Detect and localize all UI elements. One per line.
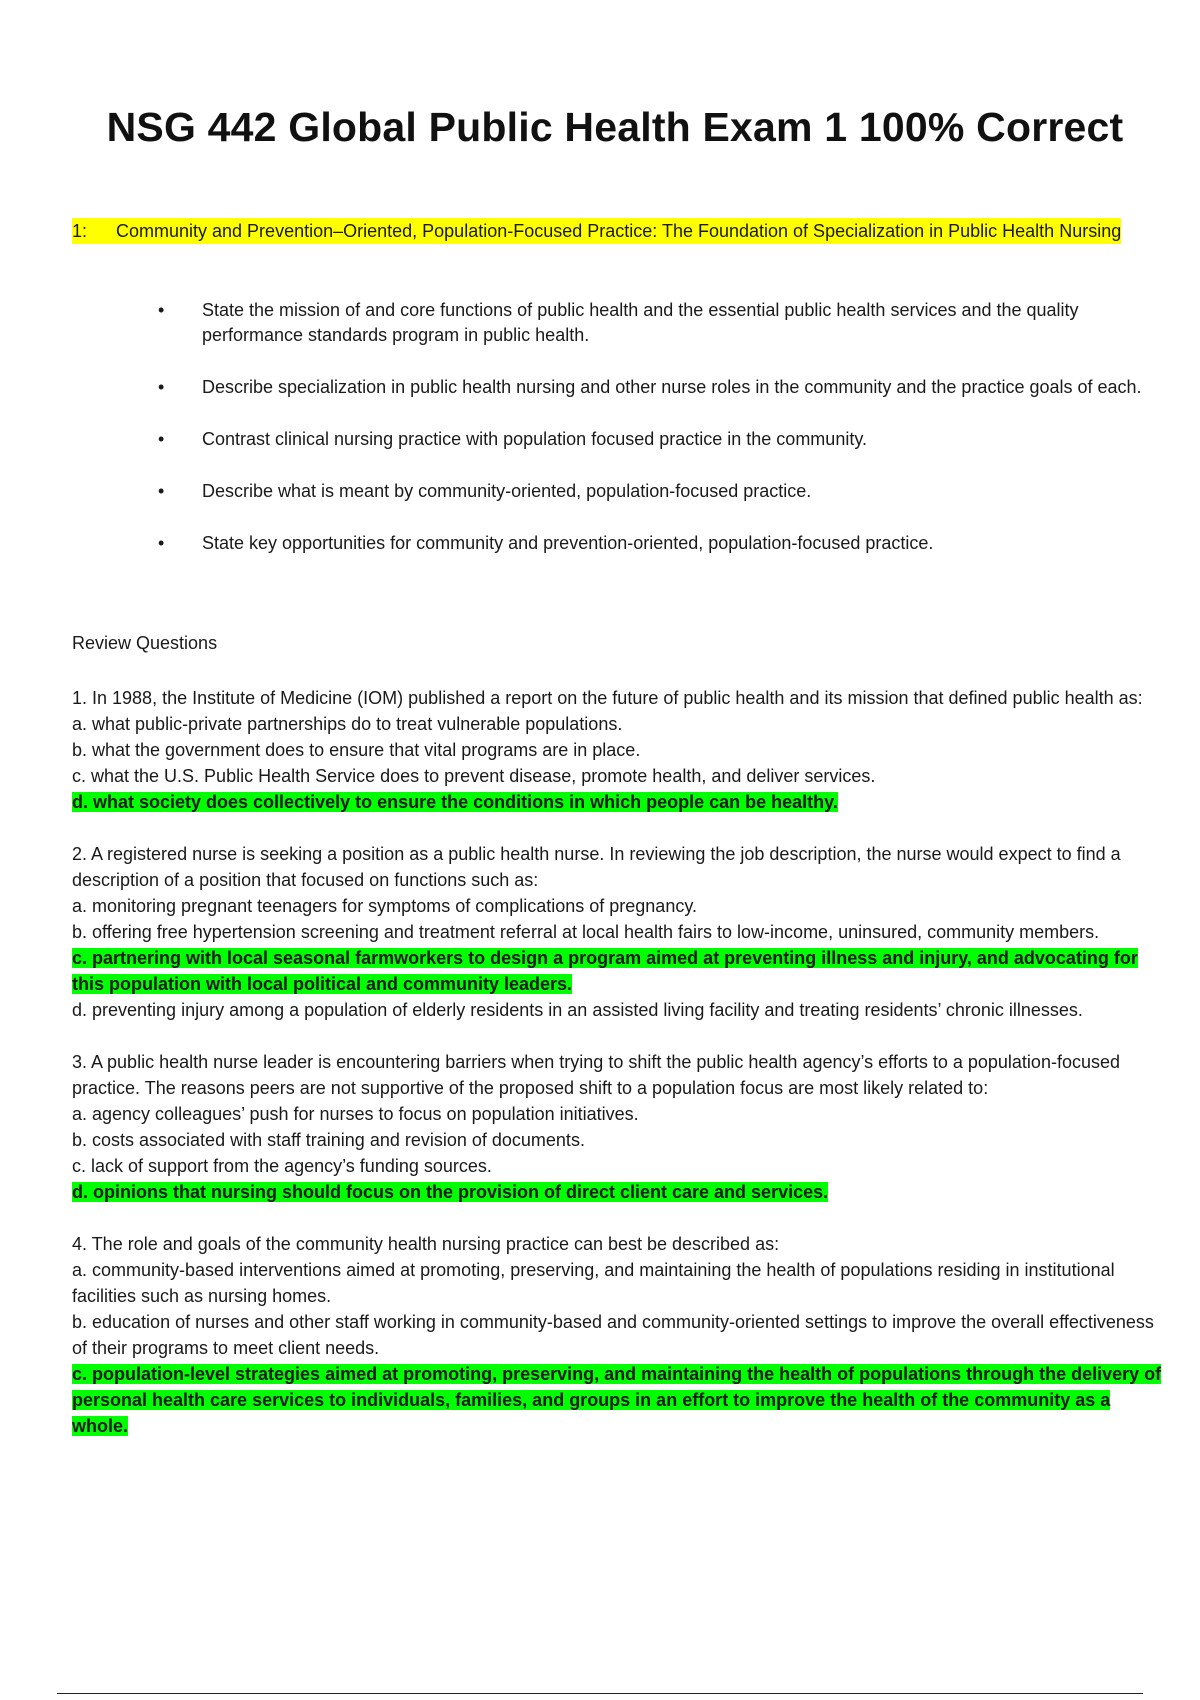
answer-option-d: d. preventing injury among a population of elderly residents in an assisted living facility and treating residents’ chronic illnesses. — [72, 1000, 1083, 1020]
section-title: Community and Prevention–Oriented, Population-Focused Practice: The Foundation of Specialization in Public Health Nursing — [116, 218, 1121, 244]
section-heading — [72, 218, 1132, 244]
correct-answer-option-c: c. population-level strategies aimed at promoting, preserving, and maintaining the health of populations through the delivery of personal health care services to individuals, families, and groups in an effort to improve the health of the community as a whole. — [72, 1364, 1162, 1436]
section-number: 1: — [72, 218, 116, 244]
question-stem: 4. The role and goals of the community health nursing practice can best be described as: — [72, 1234, 780, 1254]
bullet-icon: • — [158, 377, 165, 397]
correct-answer-option-d: d. what society does collectively to ensure the conditions in which people can be healthy. — [72, 792, 838, 812]
objective-text: State key opportunities for community and prevention-oriented, population-focused practice. — [202, 533, 934, 553]
answer-option-a: a. what public-private partnerships do to treat vulnerable populations. — [72, 714, 623, 734]
bullet-icon: • — [158, 533, 165, 553]
question-stem: 3. A public health nurse leader is encountering barriers when trying to shift the public health agency’s efforts to a population-focused practice. The reasons peers are not supportive of the proposed shift to a population focus are most likely related to: — [72, 1052, 1120, 1098]
answer-option-c: c. what the U.S. Public Health Service does to prevent disease, promote health, and deliver services. — [72, 766, 876, 786]
review-questions-heading: Review Questions — [72, 633, 218, 653]
answer-option-b: b. costs associated with staff training and revision of documents. — [72, 1130, 585, 1150]
bullet-icon: • — [158, 300, 165, 320]
question-4 — [72, 1231, 1162, 1439]
answer-option-a: a. monitoring pregnant teenagers for symptoms of complications of pregnancy. — [72, 896, 697, 916]
answer-option-a: a. agency colleagues’ push for nurses to focus on population initiatives. — [72, 1104, 639, 1124]
answer-option-a: a. community-based interventions aimed at promoting, preserving, and maintaining the health of populations residing in institutional facilities such as nursing homes. — [72, 1260, 1115, 1306]
learning-objectives-list — [150, 298, 1160, 583]
bullet-icon: • — [158, 481, 165, 501]
correct-answer-option-d: d. opinions that nursing should focus on the provision of direct client care and services. — [72, 1182, 829, 1202]
page-bottom-divider — [57, 1693, 1143, 1694]
answer-option-c: c. lack of support from the agency’s funding sources. — [72, 1156, 492, 1176]
question-stem: 2. A registered nurse is seeking a position as a public health nurse. In reviewing the job description, the nurse would expect to find a description of a position that focused on functions such as: — [72, 844, 1121, 890]
question-3 — [72, 1049, 1162, 1205]
answer-option-b: b. offering free hypertension screening and treatment referral at local health fairs to low-income, uninsured, community members. — [72, 922, 1100, 942]
objective-text: Describe what is meant by community-oriented, population-focused practice. — [202, 481, 812, 501]
objective-text: Contrast clinical nursing practice with population focused practice in the community. — [202, 429, 867, 449]
objective-item — [150, 427, 1160, 452]
objective-text: Describe specialization in public health nursing and other nurse roles in the community and the practice goals of each. — [202, 377, 1142, 397]
question-2 — [72, 841, 1162, 1023]
objective-item — [150, 298, 1160, 348]
questions-list — [72, 685, 1162, 1465]
page-title: NSG 442 Global Public Health Exam 1 100% Correct — [106, 104, 1124, 150]
answer-option-b: b. education of nurses and other staff working in community-based and community-oriented settings to improve the overall effectiveness of their programs to meet client needs. — [72, 1312, 1154, 1358]
objective-text: State the mission of and core functions of public health and the essential public health services and the quality performance standards program in public health. — [202, 300, 1079, 345]
question-1 — [72, 685, 1162, 815]
bullet-icon: • — [158, 429, 165, 449]
objective-item — [150, 375, 1160, 400]
objective-item — [150, 531, 1160, 556]
correct-answer-option-c: c. partnering with local seasonal farmworkers to design a program aimed at preventing illness and injury, and advocating for this population with local political and community leaders. — [72, 948, 1138, 994]
objective-item — [150, 479, 1160, 504]
answer-option-b: b. what the government does to ensure that vital programs are in place. — [72, 740, 641, 760]
question-stem: 1. In 1988, the Institute of Medicine (IOM) published a report on the future of public health and its mission that defined public health as: — [72, 688, 1143, 708]
